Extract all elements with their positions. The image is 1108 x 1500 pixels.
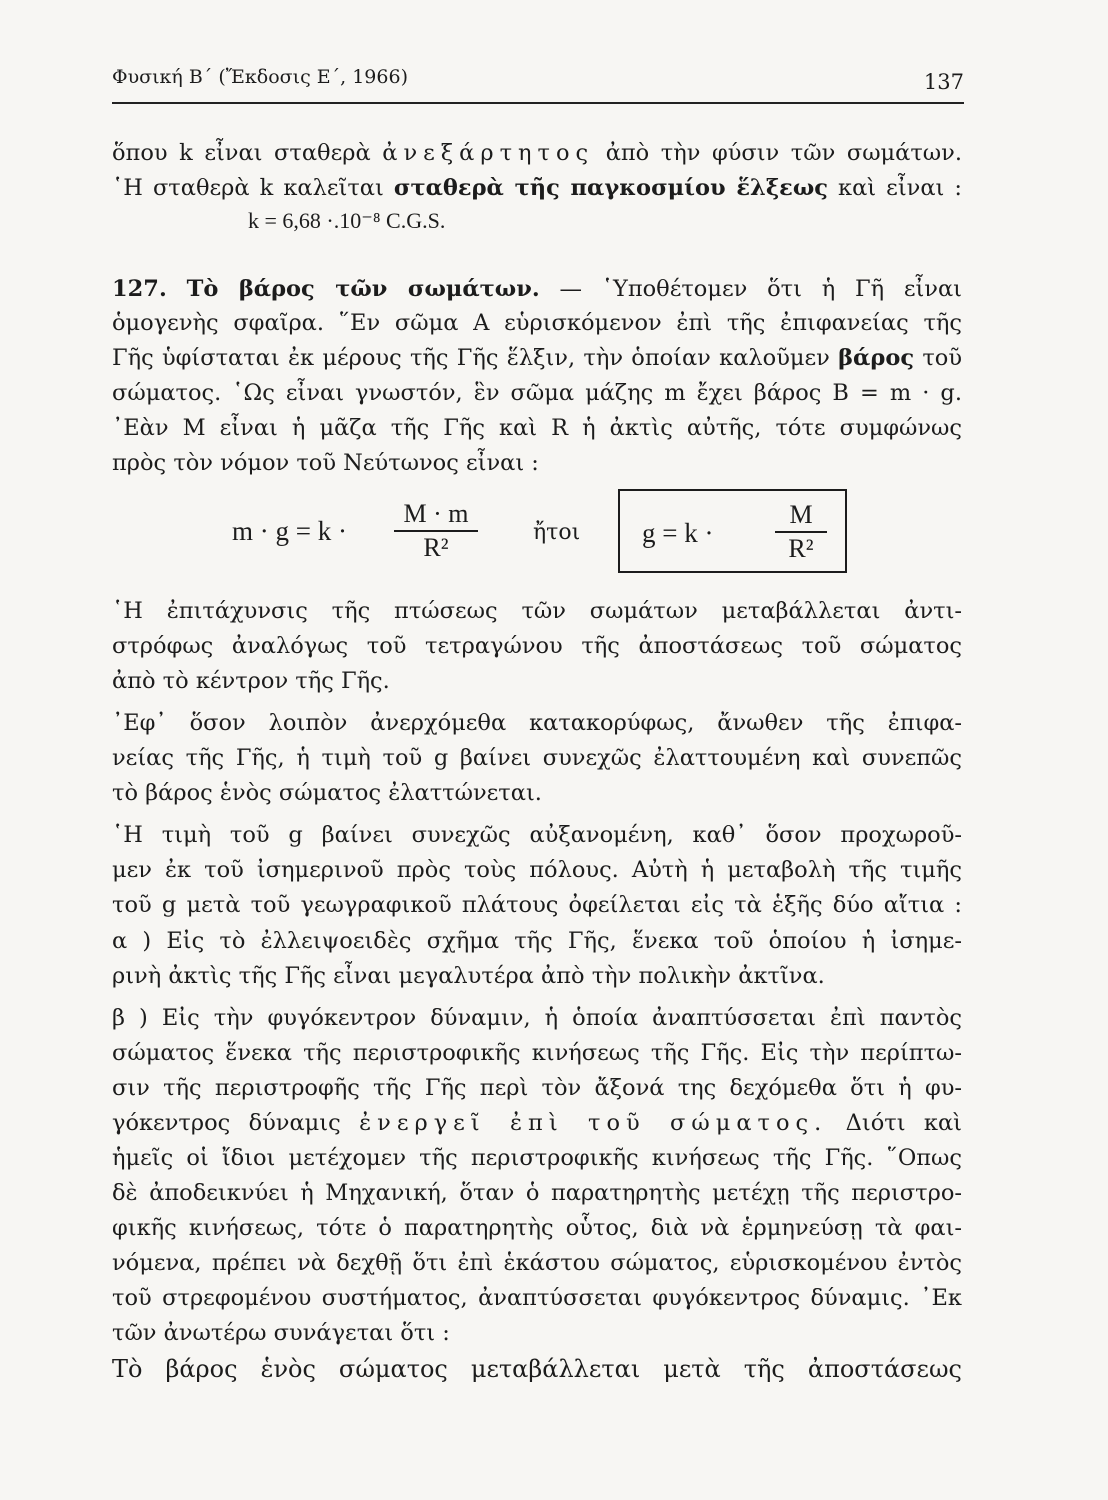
text-run: — ῾Υποθέτομεν ὅτι ἡ Γῆ εἶναι [539,276,962,302]
section-title: Τὸ βάρος τῶν σωμάτων. [186,276,540,302]
fraction-bar [394,530,478,532]
text-run: τοῦ [914,345,962,371]
fraction-denominator: R² [423,533,449,562]
equation-lhs: m · g = k · [232,516,347,546]
text-line: ῾Η ἐπιτάχυνσις τῆς πτώσεως τῶν σωμάτων μεταβάλλεται ἀντι- [112,598,962,624]
equation-fraction [394,500,478,562]
bold-term: βάρος [838,345,915,371]
text-line: ᾿Εὰν Μ εἶναι ἡ μᾶζα τῆς Γῆς καὶ R ἡ ἀκτὶς αὐτῆς, τότε συμφώνως [112,415,962,441]
text-line: ἀπὸ τὸ κέντρον τῆς Γῆς. [112,668,390,694]
boxed-equation-fraction [775,501,827,563]
text-run: γόκεντρος δύναμις [112,1110,360,1136]
equation-connector: ἤτοι [533,520,581,545]
fraction-numerator: M [789,500,813,529]
text-line: σιν τῆς περιστροφῆς τῆς Γῆς περὶ τὸν ἄξονά της δεχόμεθα ὅτι ἡ φυ- [112,1075,962,1101]
text-line: τοῦ στρεφομένου συστήματος, ἀναπτύσσεται φυγόκεντρος δύναμις. ᾿Εκ [112,1285,962,1311]
text-line: Τὸ βάρος ἑνὸς σώματος μεταβάλλεται μετὰ τῆς ἀποστάσεως [112,1355,962,1383]
boxed-equation-lhs: g = k · [642,518,714,548]
spaced-word: ἐνεργεῖ ἐπὶ τοῦ σώματος. [359,1110,828,1136]
text-line: νείας τῆς Γῆς, ἡ τιμὴ τοῦ g βαίνει συνεχῶς ἐλαττουμένη καὶ συνεπῶς [112,745,962,771]
text-line: δὲ ἀποδεικνύει ἡ Μηχανική, ὅταν ὁ παρατηρητὴς μετέχῃ τῆς περιστρο- [112,1180,962,1206]
text-run: Γῆς ὑφίσταται ἐκ μέρους τῆς Γῆς ἕλξιν, τὴν ὁποίαν καλοῦμεν [112,345,839,371]
text-line: ὁμογενὴς σφαῖρα. ῞Εν σῶμα Α εὑρισκόμενον ἐπὶ τῆς ἐπιφανείας τῆς [112,310,962,336]
text-line: φικῆς κινήσεως, τότε ὁ παρατηρητὴς οὗτος, διὰ νὰ ἑρμηνεύσῃ τὰ φαι- [112,1215,962,1241]
constant-formula: k = 6,68 ·.10⁻⁸ C.G.S. [248,208,446,233]
text-line: μεν ἐκ τοῦ ἰσημερινοῦ πρὸς τοὺς πόλους. Αὐτὴ ἡ μεταβολὴ τῆς τιμῆς [112,857,962,883]
text-line: α ) Εἰς τὸ ἐλλειψοειδὲς σχῆμα τῆς Γῆς, ἕνεκα τοῦ ὁποίου ἡ ἰσημε- [112,928,962,954]
text-line: ρινὴ ἀκτὶς τῆς Γῆς εἶναι μεγαλυτέρα ἀπὸ τὴν πολικὴν ἀκτῖνα. [112,963,825,989]
text-line [112,171,962,205]
text-run: καὶ εἶναι : [827,175,962,201]
text-line: σώματος ἕνεκα τῆς περιστροφικῆς κινήσεως τῆς Γῆς. Εἰς τὴν περίπτω- [112,1040,962,1066]
text-run: ὅπου k εἶναι σταθερὰ [112,140,383,166]
text-line [112,1106,962,1140]
section-heading-line [112,272,962,306]
text-line [112,136,962,170]
boxed-equation [618,489,847,573]
spaced-word: ἀνεξάρτητος [382,140,595,166]
text-run: ῾Η σταθερὰ k καλεῖται [112,175,394,201]
text-line: νόμενα, πρέπει νὰ δεχθῇ ὅτι ἐπὶ ἑκάστου σώματος, εὑρισκομένου ἐντὸς [112,1250,962,1276]
page-number: 137 [923,70,964,94]
text-run: Διότι καὶ [827,1110,962,1136]
running-header [112,58,964,98]
text-line: στρόφως ἀναλόγως τοῦ τετραγώνου τῆς ἀποστάσεως τοῦ σώματος [112,633,962,659]
header-rule [112,102,964,104]
text-line: ἡμεῖς οἱ ἴδιοι μετέχομεν τῆς περιστροφικῆς κινήσεως τῆς Γῆς. ῞Οπως [112,1145,962,1171]
text-line [112,341,962,375]
text-line: τοῦ g μετὰ τοῦ γεωγραφικοῦ πλάτους ὀφείλεται εἰς τὰ ἑξῆς δύο αἴτια : [112,892,962,918]
text-line: τῶν ἀνωτέρω συνάγεται ὅτι : [112,1320,450,1346]
text-line: τὸ βάρος ἑνὸς σώματος ἐλαττώνεται. [112,780,542,806]
section-number: 127. [112,276,167,302]
fraction-numerator: M · m [403,499,469,528]
bold-term: σταθερὰ τῆς παγκοσμίου ἕλξεως [393,175,828,201]
text-line: σώματος. ῾Ως εἶναι γνωστόν, ἓν σῶμα μάζης m ἔχει βάρος Β = m · g. [112,380,962,406]
text-run: ἀπὸ τὴν φύσιν τῶν σωμάτων. [594,140,962,166]
text-line: ῾Η τιμὴ τοῦ g βαίνει συνεχῶς αὐξανομένη, καθ᾿ ὅσον προχωροῦ- [112,822,962,848]
text-line: πρὸς τὸν νόμον τοῦ Νεύτωνος εἶναι : [112,450,539,476]
fraction-denominator: R² [788,534,814,563]
fraction-bar [775,531,827,533]
header-title: Φυσική Β΄ (Ἔκδοσις Ε΄, 1966) [112,66,408,88]
text-line: β ) Εἰς τὴν φυγόκεντρον δύναμιν, ἡ ὁποία ἀναπτύσσεται ἐπὶ παντὸς [112,1005,962,1031]
text-line: ᾿Εφ᾿ ὅσον λοιπὸν ἀνερχόμεθα κατακορύφως, ἄνωθεν τῆς ἐπιφα- [112,710,962,736]
